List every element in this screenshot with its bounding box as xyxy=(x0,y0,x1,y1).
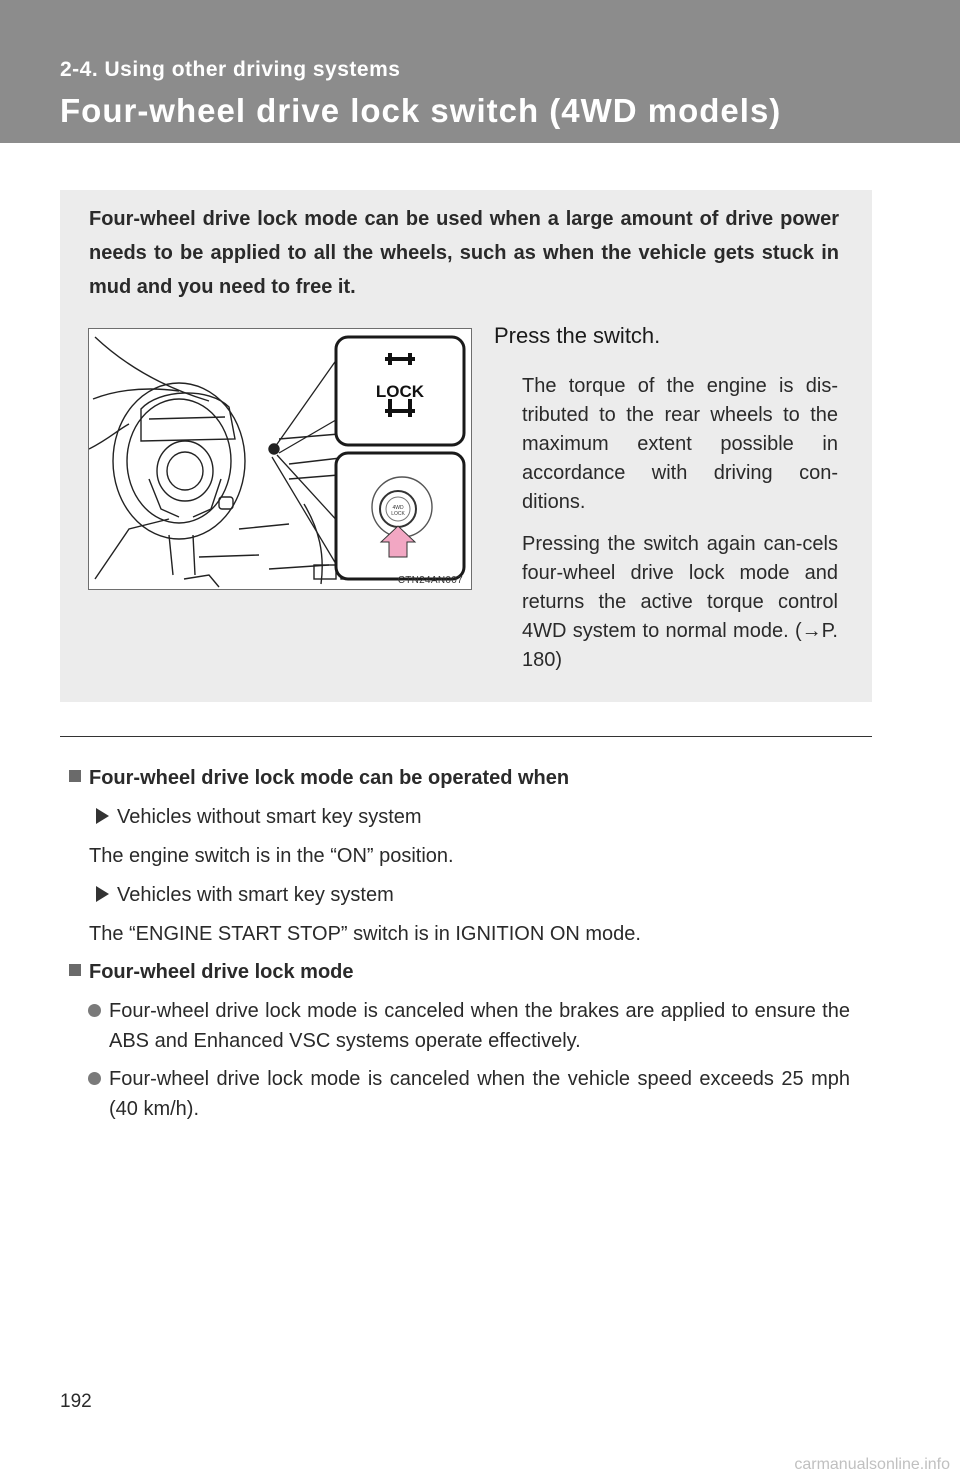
triangle-bullet-icon xyxy=(96,808,109,824)
note-item-2-label: Vehicles with smart key system xyxy=(96,881,394,909)
intro-text: Four-wheel drive lock mode can be used when a large amount of drive power needs to be applied to all the wheels, such as when the vehicle gets stuck in mud and you need to free it. xyxy=(89,208,839,298)
note-heading-2: Four-wheel drive lock mode xyxy=(69,958,354,986)
note-item-2-text: The “ENGINE START STOP” switch is in IGNITION ON mode. xyxy=(89,923,641,945)
note-item-1-label: Vehicles without smart key system xyxy=(96,803,422,831)
circle-bullet-icon xyxy=(88,1004,101,1017)
circle-bullet-icon xyxy=(88,1072,101,1085)
page-header xyxy=(0,0,960,143)
square-bullet-icon xyxy=(69,964,81,976)
section-label: 2-4. Using other driving systems xyxy=(60,58,401,81)
section-divider xyxy=(60,736,872,737)
lock-label: LOCK xyxy=(375,382,425,401)
note-item-1-text: The engine switch is in the “ON” position. xyxy=(89,845,454,867)
dashboard-illustration xyxy=(88,328,472,590)
square-bullet-icon xyxy=(69,770,81,782)
triangle-bullet-icon xyxy=(96,886,109,902)
note-heading-1: Four-wheel drive lock mode can be operated when xyxy=(69,764,569,792)
svg-text:4WD: 4WD xyxy=(392,505,404,511)
note-bullet-1: Four-wheel drive lock mode is canceled when the brakes are applied to ensure the ABS and Enhanced VSC systems operate effectively. xyxy=(88,996,850,1056)
watermark: carmanualsonline.info xyxy=(794,1456,950,1473)
svg-text:LOCK: LOCK xyxy=(391,511,405,517)
instruction-paragraph-2: Pressing the switch again can-cels four-wheel drive lock mode and returns the active torque control 4WD system to normal mode. (→P. 180) xyxy=(522,533,838,671)
page-title: Four-wheel drive lock switch (4WD models) xyxy=(60,92,782,129)
note-bullet-2: Four-wheel drive lock mode is canceled when the vehicle speed exceeds 25 mph (40 km/h). xyxy=(88,1064,850,1124)
dashboard-drawing xyxy=(89,329,472,590)
instruction-title: Press the switch. xyxy=(494,323,661,348)
instruction-paragraph-1: The torque of the engine is dis-tributed to the rear wheels to the maximum extent possible in accordance with driving con-ditions. xyxy=(522,375,838,513)
page-number: 192 xyxy=(60,1391,92,1412)
figure-code: CTN24AN007 xyxy=(397,575,463,586)
